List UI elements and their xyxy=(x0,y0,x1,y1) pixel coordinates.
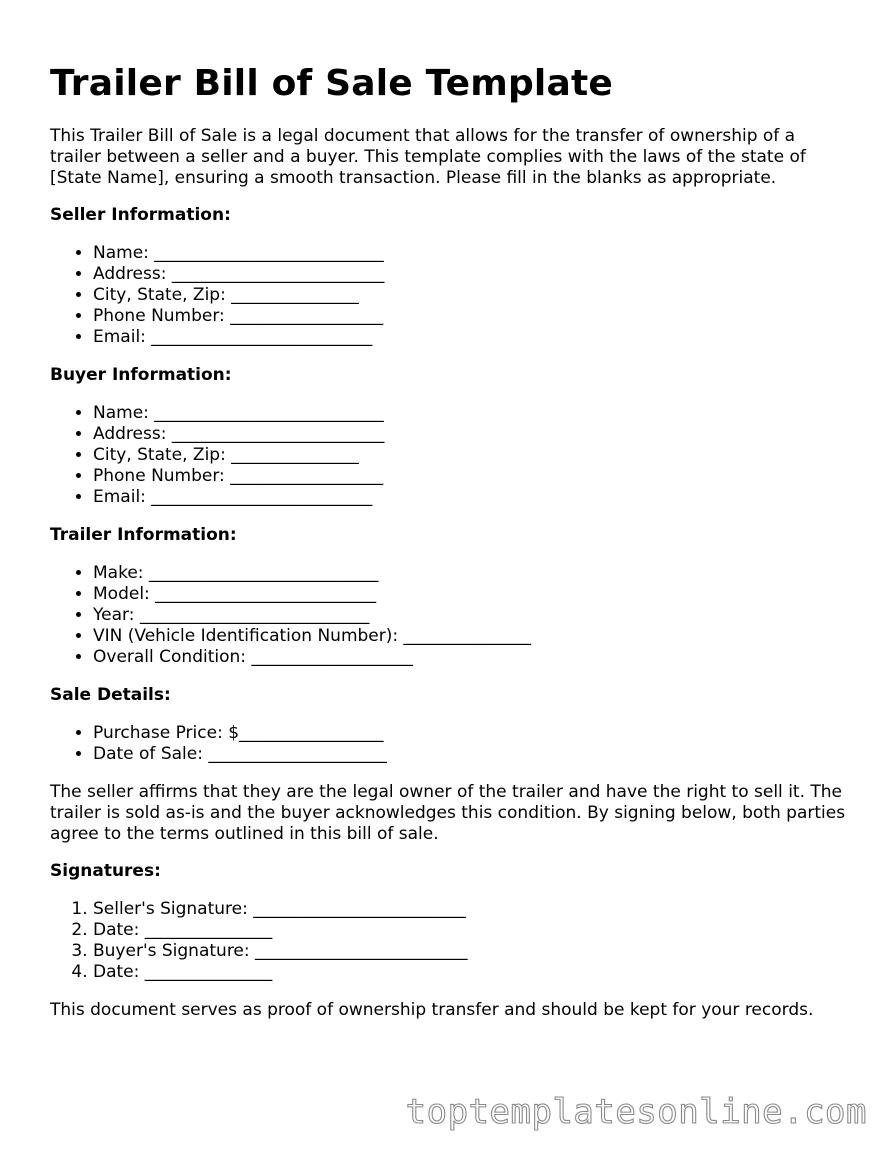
seller-city-state-zip-field: • City, State, Zip: _______________ xyxy=(93,285,850,306)
sale-heading: Sale Details: xyxy=(50,685,171,705)
buyer-phone-field: • Phone Number: __________________ xyxy=(93,466,850,487)
buyer-address-field: • Address: _________________________ xyxy=(93,424,850,445)
buyer-heading: Buyer Information: xyxy=(50,365,232,385)
trailer-vin-field: • VIN (Vehicle Identification Number): _______________ xyxy=(93,626,850,647)
date-of-sale-field: • Date of Sale: _____________________ xyxy=(93,744,850,765)
trailer-model-field: • Model: __________________________ xyxy=(93,584,850,605)
buyer-city-state-zip-field: • City, State, Zip: _______________ xyxy=(93,445,850,466)
buyer-signature-field: 3. Buyer's Signature: _________________________ xyxy=(93,941,850,962)
seller-list xyxy=(50,243,850,348)
seller-email-field: • Email: __________________________ xyxy=(93,327,850,348)
watermark: toptemplatesonline.com xyxy=(405,1092,867,1132)
trailer-heading: Trailer Information: xyxy=(50,525,237,545)
signatures-heading: Signatures: xyxy=(50,861,161,881)
trailer-year-field: • Year: ___________________________ xyxy=(93,605,850,626)
seller-phone-field: • Phone Number: __________________ xyxy=(93,306,850,327)
buyer-date-field: 4. Date: _______________ xyxy=(93,962,850,983)
buyer-name-field: • Name: ___________________________ xyxy=(93,403,850,424)
trailer-make-field: • Make: ___________________________ xyxy=(93,563,850,584)
buyer-email-field: • Email: __________________________ xyxy=(93,487,850,508)
affirmation-paragraph: The seller affirms that they are the legal owner of the trailer and have the right to sell it. The trailer is sold as-is and the buyer acknowledges this condition. By signing below, both parties agree to the terms outlined in this bill of sale. xyxy=(50,782,846,844)
seller-heading: Seller Information: xyxy=(50,205,231,225)
buyer-list xyxy=(50,403,850,508)
closing-paragraph: This document serves as proof of ownership transfer and should be kept for your records. xyxy=(50,1000,814,1020)
trailer-list xyxy=(50,563,850,668)
signatures-list xyxy=(50,899,850,983)
seller-signature-field: 1. Seller's Signature: _________________________ xyxy=(93,899,850,920)
trailer-condition-field: • Overall Condition: ___________________ xyxy=(93,647,850,668)
seller-date-field: 2. Date: _______________ xyxy=(93,920,850,941)
seller-address-field: • Address: _________________________ xyxy=(93,264,850,285)
seller-name-field: • Name: ___________________________ xyxy=(93,243,850,264)
sale-list xyxy=(50,723,850,765)
page-title: Trailer Bill of Sale Template xyxy=(50,63,613,104)
intro-paragraph: This Trailer Bill of Sale is a legal document that allows for the transfer of ownership of a trailer between a seller and a buyer. This template complies with the laws of the state of [State Name], ensuring a smooth transaction. Please fill in the blanks as appropriate. xyxy=(50,126,806,188)
purchase-price-field: • Purchase Price: $_________________ xyxy=(93,723,850,744)
document xyxy=(50,58,850,1037)
